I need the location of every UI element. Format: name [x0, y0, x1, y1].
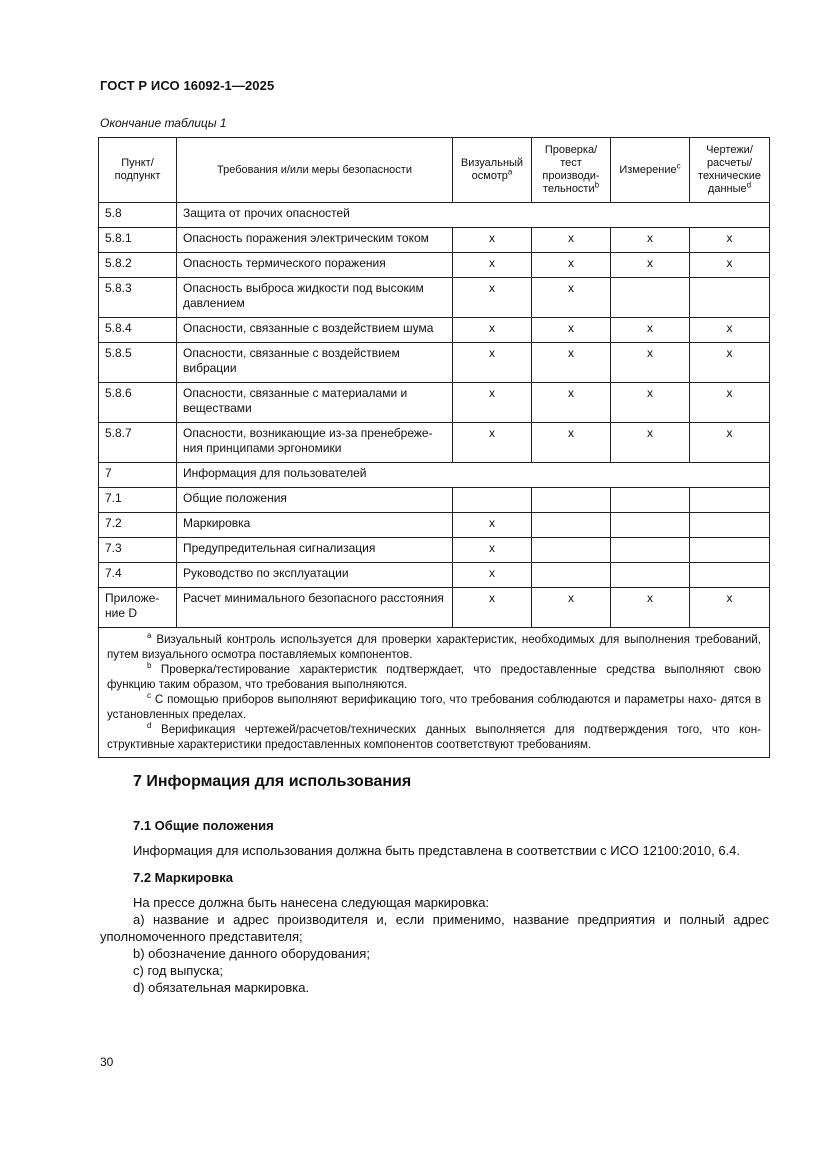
subsection-heading: 7.1 Общие положения	[133, 818, 274, 833]
table-row	[99, 423, 770, 463]
cell-item: 5.8.1	[99, 228, 177, 253]
cell-visual: x	[453, 513, 532, 538]
table-caption: Окончание таблицы 1	[100, 116, 227, 130]
cell-drawings: x	[690, 318, 770, 343]
footnote: $^c$ С помощью приборов выполняют верификацию того, что требования соблюдаются и параметры нахо- дятся в установленных пределах.	[107, 691, 761, 721]
table-notes-row	[99, 628, 770, 758]
cell-requirement: Предупредительная сигнализация	[177, 538, 453, 563]
cell-measurement: x	[611, 588, 690, 628]
table-row	[99, 278, 770, 318]
cell-test: x	[532, 343, 611, 383]
cell-test	[532, 538, 611, 563]
cell-test	[532, 488, 611, 513]
cell-measurement: x	[611, 343, 690, 383]
cell-test: x	[532, 423, 611, 463]
cell-visual: x	[453, 538, 532, 563]
cell-measurement: x	[611, 253, 690, 278]
table-row	[99, 563, 770, 588]
cell-measurement	[611, 278, 690, 318]
cell-item: 7.1	[99, 488, 177, 513]
cell-visual: x	[453, 228, 532, 253]
header-performance-test: Проверка/ тест производи- тельности$^b$	[532, 138, 611, 203]
cell-test: x	[532, 278, 611, 318]
cell-visual: x	[453, 588, 532, 628]
table-row	[99, 538, 770, 563]
cell-visual: x	[453, 563, 532, 588]
cell-measurement: x	[611, 423, 690, 463]
cell-item: 5.8.3	[99, 278, 177, 318]
cell-item: 7.4	[99, 563, 177, 588]
cell-item: Приложе- ние D	[99, 588, 177, 628]
cell-requirement: Опасность выброса жидкости под высоким давлением	[177, 278, 453, 318]
cell-drawings	[690, 488, 770, 513]
cell-drawings: x	[690, 383, 770, 423]
table-row	[99, 588, 770, 628]
cell-requirement: Общие положения	[177, 488, 453, 513]
cell-visual	[453, 488, 532, 513]
header-requirements: Требования и/или меры безопасности	[177, 138, 453, 203]
header-item: Пункт/ подпункт	[99, 138, 177, 203]
cell-requirement: Опасность поражения электрическим током	[177, 228, 453, 253]
footnote: $^a$ Визуальный контроль используется для проверки характеристик, необходимых для выполнения требований, путем визуального осмотра поставляемых компонентов.	[107, 631, 761, 661]
header-drawings: Чертежи/ расчеты/ технические данные$^d$	[690, 138, 770, 203]
list-item: b) обозначение данного оборудования;	[133, 946, 370, 961]
cell-test: x	[532, 318, 611, 343]
cell-visual: x	[453, 343, 532, 383]
table-row	[99, 253, 770, 278]
cell-requirement: Защита от прочих опасностей	[177, 203, 770, 228]
cell-measurement: x	[611, 318, 690, 343]
cell-test	[532, 563, 611, 588]
cell-requirement: Опасности, возникающие из-за пренебреже- ния принципами эргономики	[177, 423, 453, 463]
table-row	[99, 383, 770, 423]
table-row	[99, 343, 770, 383]
table-row	[99, 488, 770, 513]
paragraph: Информация для использования должна быть представлена в соответствии с ИСО 12100:2010, 6.4.	[133, 843, 741, 858]
table-row	[99, 513, 770, 538]
cell-drawings	[690, 538, 770, 563]
cell-item: 5.8.2	[99, 253, 177, 278]
document-header: ГОСТ Р ИСО 16092-1—2025	[100, 78, 275, 93]
table-notes	[99, 628, 770, 758]
cell-item: 5.8.7	[99, 423, 177, 463]
cell-requirement: Опасности, связанные с воздействием шума	[177, 318, 453, 343]
cell-test: x	[532, 383, 611, 423]
table-row	[99, 228, 770, 253]
table-row	[99, 203, 770, 228]
cell-requirement: Опасности, связанные с материалами и веществами	[177, 383, 453, 423]
paragraph: На прессе должна быть нанесена следующая маркировка:	[133, 895, 490, 910]
cell-measurement: x	[611, 228, 690, 253]
cell-item: 5.8	[99, 203, 177, 228]
requirements-table	[98, 137, 770, 758]
cell-drawings	[690, 563, 770, 588]
cell-item: 5.8.4	[99, 318, 177, 343]
cell-item: 7	[99, 463, 177, 488]
cell-requirement: Расчет минимального безопасного расстояния	[177, 588, 453, 628]
cell-measurement	[611, 488, 690, 513]
cell-test: x	[532, 253, 611, 278]
cell-drawings	[690, 278, 770, 318]
cell-drawings: x	[690, 343, 770, 383]
cell-visual: x	[453, 278, 532, 318]
cell-visual: x	[453, 253, 532, 278]
cell-test	[532, 513, 611, 538]
cell-test: x	[532, 588, 611, 628]
cell-drawings	[690, 513, 770, 538]
cell-drawings: x	[690, 423, 770, 463]
section-heading: 7 Информация для использования	[133, 773, 412, 790]
list-item: c) год выпуска;	[133, 963, 223, 978]
cell-requirement: Опасность термического поражения	[177, 253, 453, 278]
cell-item: 5.8.5	[99, 343, 177, 383]
cell-drawings: x	[690, 228, 770, 253]
cell-requirement: Информация для пользователей	[177, 463, 770, 488]
footnote: $^d$ Верификация чертежей/расчетов/технических данных выполняется для подтверждения того, что кон- структивные характеристики предоставленных компонентов соответствуют требованиям.	[107, 721, 761, 751]
header-visual-inspection: Визуальный осмотр$^a$	[453, 138, 532, 203]
list-item: d) обязательная маркировка.	[133, 980, 310, 995]
cell-requirement: Маркировка	[177, 513, 453, 538]
cell-item: 5.8.6	[99, 383, 177, 423]
cell-drawings: x	[690, 588, 770, 628]
cell-drawings: x	[690, 253, 770, 278]
cell-visual: x	[453, 423, 532, 463]
page-number: 30	[100, 1055, 114, 1069]
cell-visual: x	[453, 318, 532, 343]
table-row	[99, 318, 770, 343]
cell-measurement	[611, 563, 690, 588]
cell-visual: x	[453, 383, 532, 423]
table-header-row	[99, 138, 770, 203]
footnote: $^b$ Проверка/тестирование характеристик подтверждает, что предоставленные средства выполняют свою функцию таким образом, что требования выполняются.	[107, 661, 761, 691]
cell-requirement: Руководство по эксплуатации	[177, 563, 453, 588]
cell-measurement	[611, 538, 690, 563]
list-item: a) название и адрес производителя и, если применимо, название предприятия и полный адрес уполномоченного представителя;	[100, 912, 769, 944]
cell-measurement	[611, 513, 690, 538]
header-measurement: Измерение$^c$	[611, 138, 690, 203]
subsection-heading: 7.2 Маркировка	[133, 870, 233, 885]
cell-test: x	[532, 228, 611, 253]
cell-measurement: x	[611, 383, 690, 423]
cell-item: 7.2	[99, 513, 177, 538]
table-row	[99, 463, 770, 488]
cell-requirement: Опасности, связанные с воздействием вибрации	[177, 343, 453, 383]
cell-item: 7.3	[99, 538, 177, 563]
